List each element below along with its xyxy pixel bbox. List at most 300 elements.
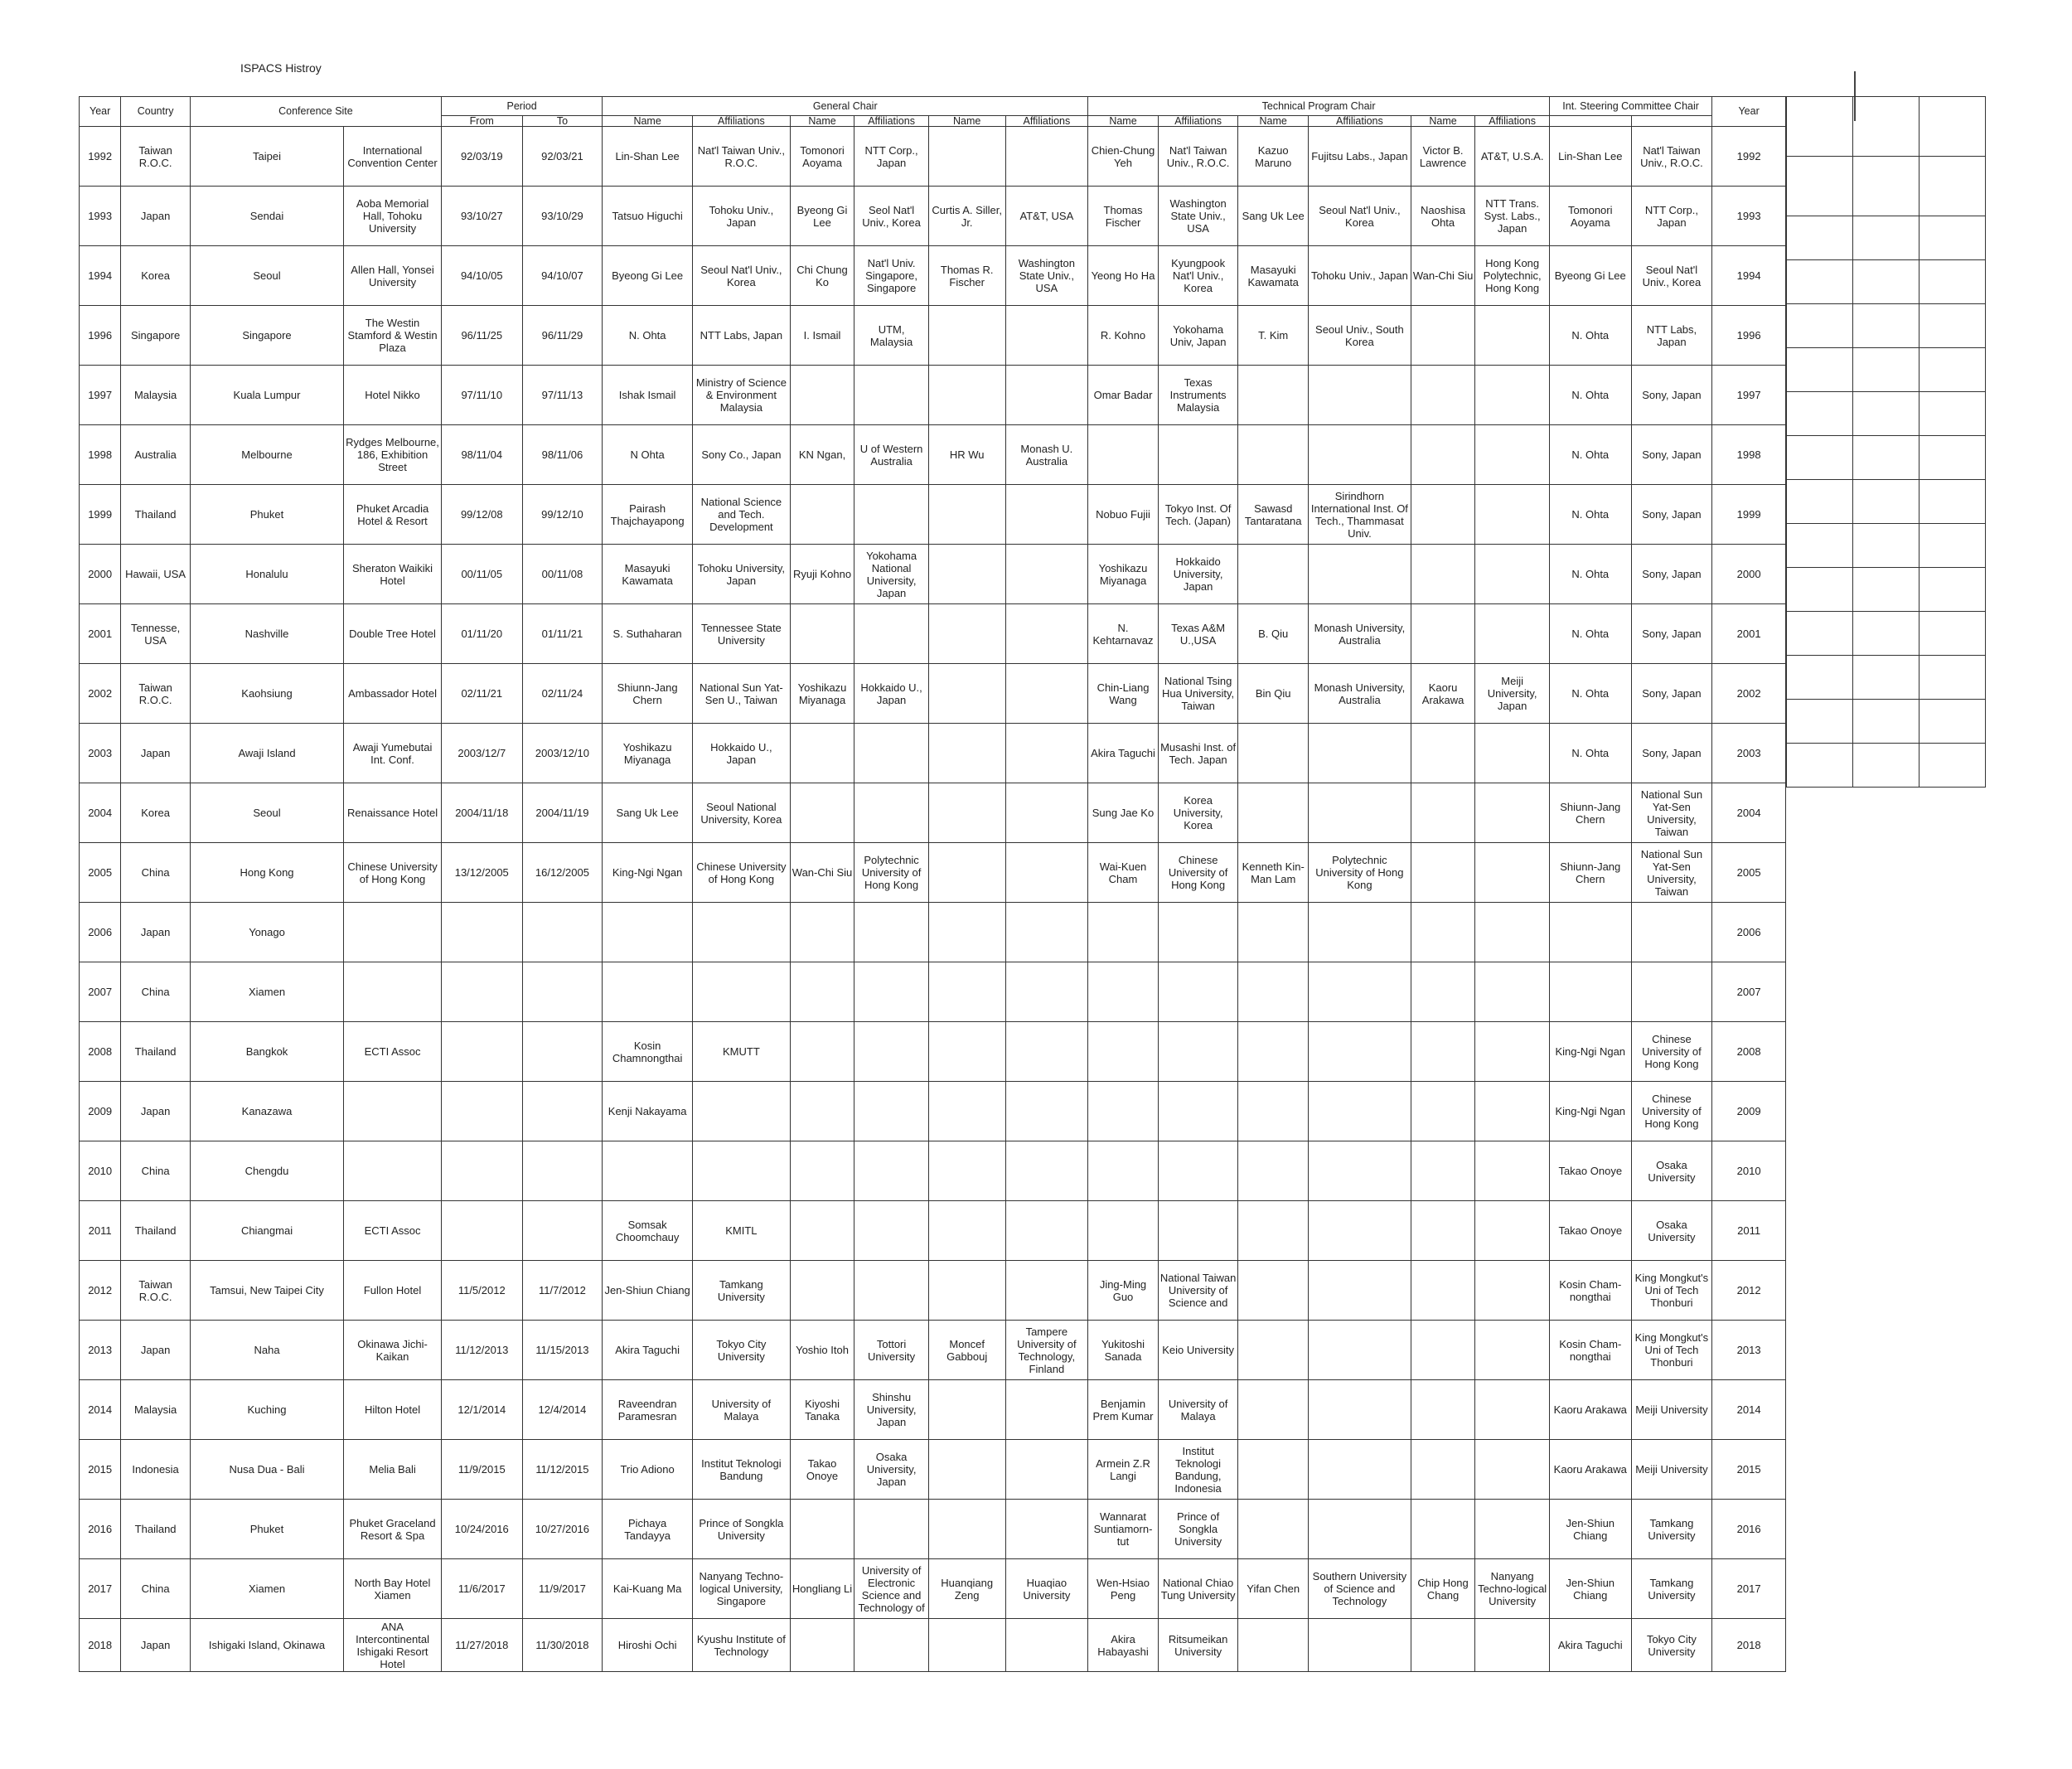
cell-venue: Melia Bali (344, 1440, 442, 1500)
header-conference-site: Conference Site (190, 97, 441, 127)
cell-city: Xiamen (190, 962, 343, 1022)
cell-gc-name-3 (928, 1440, 1005, 1500)
cell-venue: Fullon Hotel (344, 1261, 442, 1321)
cell-venue: The Westin Stamford & Westin Plaza (344, 306, 442, 366)
cell-gc-affil-2: U of Western Australia (854, 425, 929, 485)
cell-from: 93/10/27 (441, 187, 522, 246)
cell-gc-affil-3 (1005, 306, 1088, 366)
cell-gc-affil-2 (854, 1261, 929, 1321)
cell-country: Malaysia (121, 1380, 191, 1440)
cell-year: 2011 (80, 1201, 121, 1261)
history-table-body (80, 127, 1786, 1672)
cell-gc-name-3 (928, 724, 1005, 783)
cell-gc-name-2 (790, 1022, 854, 1082)
cell-sc-name: King-Ngi Ngan (1549, 1082, 1631, 1141)
extra-row (1787, 700, 1986, 744)
extra-cell (1920, 216, 1986, 260)
extra-cell (1920, 392, 1986, 436)
cell-gc-affil-2: University of Electronic Science and Technology of (854, 1559, 929, 1619)
cell-sc-affil: Sony, Japan (1631, 485, 1712, 545)
cell-city: Kanazawa (190, 1082, 343, 1141)
cell-sc-name: Tomonori Aoyama (1549, 187, 1631, 246)
cell-sc-name: N. Ohta (1549, 425, 1631, 485)
cell-tc-name-1 (1088, 1082, 1159, 1141)
cell-gc-name-1 (603, 903, 693, 962)
cell-gc-name-2 (790, 783, 854, 843)
header-tc-name-3: Name (1411, 116, 1475, 127)
cell-tc-affil-1 (1158, 1141, 1238, 1201)
cell-gc-affil-3 (1005, 664, 1088, 724)
cell-venue: Double Tree Hotel (344, 604, 442, 664)
cell-gc-affil-3: Huaqiao University (1005, 1559, 1088, 1619)
extra-cell (1920, 157, 1986, 216)
cell-year-right: 2001 (1712, 604, 1786, 664)
cell-sc-name: Shiunn-Jang Chern (1549, 843, 1631, 903)
header-tc-affil-1: Affiliations (1158, 116, 1238, 127)
table-row (80, 366, 1786, 425)
cell-tc-name-2: Masayuki Kawamata (1238, 246, 1309, 306)
cell-to (522, 1022, 603, 1082)
cell-gc-name-2: Byeong Gi Lee (790, 187, 854, 246)
cell-venue (344, 1141, 442, 1201)
cell-year-right: 1992 (1712, 127, 1786, 187)
extra-cell (1853, 612, 1920, 656)
cell-tc-name-1: Sung Jae Ko (1088, 783, 1159, 843)
cell-venue (344, 1082, 442, 1141)
cell-tc-affil-2 (1308, 1440, 1411, 1500)
cell-gc-name-1: Kenji Nakayama (603, 1082, 693, 1141)
cell-gc-name-2: Tomonori Aoyama (790, 127, 854, 187)
cell-gc-affil-1 (692, 962, 790, 1022)
cell-gc-name-2 (790, 485, 854, 545)
header-gc-affil-1: Affiliations (692, 116, 790, 127)
cell-sc-affil: King Mongkut's Uni of Tech Thonburi (1631, 1261, 1712, 1321)
cell-tc-name-3 (1411, 604, 1475, 664)
cell-gc-name-2 (790, 1500, 854, 1559)
cell-gc-affil-1: National Science and Tech. Development (692, 485, 790, 545)
cell-tc-name-3 (1411, 843, 1475, 903)
cell-gc-affil-3 (1005, 1380, 1088, 1440)
cell-from: 11/5/2012 (441, 1261, 522, 1321)
cell-gc-name-1: Lin-Shan Lee (603, 127, 693, 187)
cell-gc-name-3: Huanqiang Zeng (928, 1559, 1005, 1619)
cell-tc-name-1: N. Kehtarnavaz (1088, 604, 1159, 664)
cell-gc-name-1: Somsak Choomchauy (603, 1201, 693, 1261)
cell-year-right: 1998 (1712, 425, 1786, 485)
cell-tc-name-3 (1411, 1022, 1475, 1082)
cell-gc-affil-1: Kyushu Institute of Technology (692, 1619, 790, 1672)
cell-gc-affil-2: Shinshu University, Japan (854, 1380, 929, 1440)
header-tc-affil-2: Affiliations (1308, 116, 1411, 127)
cell-to: 16/12/2005 (522, 843, 603, 903)
cell-gc-name-3 (928, 1022, 1005, 1082)
cell-sc-name: Takao Onoye (1549, 1141, 1631, 1201)
cell-from (441, 1082, 522, 1141)
cell-gc-affil-3 (1005, 127, 1088, 187)
table-row (80, 783, 1786, 843)
cell-tc-affil-1: Ritsumeikan University (1158, 1619, 1238, 1672)
cell-gc-affil-2 (854, 366, 929, 425)
cell-gc-affil-3 (1005, 903, 1088, 962)
cell-country: Malaysia (121, 366, 191, 425)
cell-from: 2003/12/7 (441, 724, 522, 783)
cell-year-right: 2002 (1712, 664, 1786, 724)
cell-city: Nashville (190, 604, 343, 664)
header-gc-name-1: Name (603, 116, 693, 127)
cell-gc-affil-1: Tennessee State University (692, 604, 790, 664)
cell-tc-affil-3: Meiji University, Japan (1475, 664, 1550, 724)
cell-tc-affil-3 (1475, 1619, 1550, 1672)
cell-tc-affil-1: Hokkaido University, Japan (1158, 545, 1238, 604)
table-row (80, 1380, 1786, 1440)
cell-city: Naha (190, 1321, 343, 1380)
extra-row (1787, 656, 1986, 700)
cell-gc-affil-1: Hokkaido U., Japan (692, 724, 790, 783)
cell-tc-name-1 (1088, 1201, 1159, 1261)
cell-from: 11/6/2017 (441, 1559, 522, 1619)
cell-country: China (121, 1559, 191, 1619)
table-row (80, 1619, 1786, 1672)
cell-country: Taiwan R.O.C. (121, 1261, 191, 1321)
cell-country: Thailand (121, 1500, 191, 1559)
cell-venue: Ambassador Hotel (344, 664, 442, 724)
header-gc-name-3: Name (928, 116, 1005, 127)
extra-cell (1853, 348, 1920, 392)
cell-sc-name: Kaoru Arakawa (1549, 1380, 1631, 1440)
cell-tc-affil-2: Fujitsu Labs., Japan (1308, 127, 1411, 187)
cell-tc-name-1: Chin-Liang Wang (1088, 664, 1159, 724)
cell-sc-affil (1631, 903, 1712, 962)
cell-sc-affil (1631, 962, 1712, 1022)
cell-tc-name-1: Chien-Chung Yeh (1088, 127, 1159, 187)
cell-gc-name-1 (603, 1141, 693, 1201)
cell-tc-name-2: Sawasd Tantaratana (1238, 485, 1309, 545)
cell-sc-affil: Sony, Japan (1631, 545, 1712, 604)
extra-row (1787, 260, 1986, 304)
cell-gc-affil-3 (1005, 843, 1088, 903)
cell-gc-affil-1: Tokyo City University (692, 1321, 790, 1380)
cell-gc-name-2 (790, 604, 854, 664)
cell-tc-affil-1: Prince of Songkla University (1158, 1500, 1238, 1559)
sheet-title: ISPACS Histroy (240, 61, 322, 75)
cell-tc-affil-2 (1308, 1261, 1411, 1321)
cell-to: 94/10/07 (522, 246, 603, 306)
cell-tc-name-1: Akira Taguchi (1088, 724, 1159, 783)
cell-gc-name-3 (928, 366, 1005, 425)
cell-tc-name-2 (1238, 1141, 1309, 1201)
cell-tc-affil-2 (1308, 1380, 1411, 1440)
cell-year: 2018 (80, 1619, 121, 1672)
cell-from: 02/11/21 (441, 664, 522, 724)
cell-tc-affil-3 (1475, 1500, 1550, 1559)
cell-venue: Hilton Hotel (344, 1380, 442, 1440)
cell-gc-name-3 (928, 1201, 1005, 1261)
cell-gc-name-1: Kai-Kuang Ma (603, 1559, 693, 1619)
cell-tc-name-2 (1238, 1261, 1309, 1321)
cell-tc-affil-1: Texas A&M U.,USA (1158, 604, 1238, 664)
cell-country: Korea (121, 246, 191, 306)
cell-tc-name-2: Yifan Chen (1238, 1559, 1309, 1619)
cell-gc-affil-2: Tottori University (854, 1321, 929, 1380)
cell-gc-name-2 (790, 1201, 854, 1261)
cell-gc-affil-1: Tamkang University (692, 1261, 790, 1321)
cell-venue: Sheraton Waikiki Hotel (344, 545, 442, 604)
cell-year-right: 2009 (1712, 1082, 1786, 1141)
cell-gc-name-2: Yoshio Itoh (790, 1321, 854, 1380)
extra-cell (1853, 436, 1920, 480)
cell-tc-name-3 (1411, 545, 1475, 604)
cell-city: Seoul (190, 783, 343, 843)
extra-row (1787, 480, 1986, 524)
cell-city: Hong Kong (190, 843, 343, 903)
header-year: Year (80, 97, 121, 127)
cell-tc-name-1: Akira Habayashi (1088, 1619, 1159, 1672)
cell-tc-affil-1 (1158, 425, 1238, 485)
cell-year: 2010 (80, 1141, 121, 1201)
extra-row (1787, 524, 1986, 568)
cell-tc-affil-2: Monash University, Australia (1308, 664, 1411, 724)
cell-venue: Allen Hall, Yonsei University (344, 246, 442, 306)
cell-to (522, 962, 603, 1022)
cell-from: 01/11/20 (441, 604, 522, 664)
cell-venue: Aoba Memorial Hall, Tohoku University (344, 187, 442, 246)
cell-from: 11/27/2018 (441, 1619, 522, 1672)
cell-tc-name-2: Bin Qiu (1238, 664, 1309, 724)
cell-tc-affil-1: National Tsing Hua University, Taiwan (1158, 664, 1238, 724)
extra-cell (1787, 348, 1853, 392)
extra-cell (1787, 612, 1853, 656)
cell-city: Kuching (190, 1380, 343, 1440)
table-row (80, 1141, 1786, 1201)
cell-tc-name-3 (1411, 366, 1475, 425)
header-tc-name-1: Name (1088, 116, 1159, 127)
cell-year: 2012 (80, 1261, 121, 1321)
header-row-top (80, 97, 1786, 116)
table-row (80, 962, 1786, 1022)
cell-gc-name-2: Wan-Chi Siu (790, 843, 854, 903)
cell-to: 11/12/2015 (522, 1440, 603, 1500)
cell-tc-name-1: Wannarat Suntiamorn-tut (1088, 1500, 1159, 1559)
cell-year: 1993 (80, 187, 121, 246)
cell-tc-affil-1: Institut Teknologi Bandung, Indonesia (1158, 1440, 1238, 1500)
cell-sc-name: Akira Taguchi (1549, 1619, 1631, 1672)
cell-gc-affil-2: NTT Corp., Japan (854, 127, 929, 187)
cell-tc-affil-1 (1158, 962, 1238, 1022)
cell-sc-affil: Tamkang University (1631, 1500, 1712, 1559)
cell-tc-name-3 (1411, 1500, 1475, 1559)
cell-year-right: 2013 (1712, 1321, 1786, 1380)
extra-cell (1787, 524, 1853, 568)
extra-cell (1853, 700, 1920, 744)
extra-cell (1787, 260, 1853, 304)
cell-tc-affil-1 (1158, 903, 1238, 962)
cell-sc-affil: Sony, Japan (1631, 425, 1712, 485)
cell-gc-affil-1: Chinese University of Hong Kong (692, 843, 790, 903)
cell-year: 2004 (80, 783, 121, 843)
cell-tc-name-1: Omar Badar (1088, 366, 1159, 425)
cell-tc-name-3 (1411, 783, 1475, 843)
cell-country: Japan (121, 1321, 191, 1380)
cell-gc-name-3: Thomas R. Fischer (928, 246, 1005, 306)
cell-to: 97/11/13 (522, 366, 603, 425)
cell-gc-name-2 (790, 1619, 854, 1672)
cell-tc-affil-1 (1158, 1201, 1238, 1261)
cell-tc-name-2: Kenneth Kin-Man Lam (1238, 843, 1309, 903)
cell-year-right: 1999 (1712, 485, 1786, 545)
cell-gc-affil-1 (692, 1141, 790, 1201)
cell-tc-name-3: Naoshisa Ohta (1411, 187, 1475, 246)
cell-tc-name-1: Wai-Kuen Cham (1088, 843, 1159, 903)
cell-sc-affil: National Sun Yat-Sen University, Taiwan (1631, 783, 1712, 843)
cell-city: Tamsui, New Taipei City (190, 1261, 343, 1321)
cell-year-right: 2014 (1712, 1380, 1786, 1440)
cell-to: 2003/12/10 (522, 724, 603, 783)
cell-sc-name: N. Ohta (1549, 724, 1631, 783)
cell-gc-name-2: Ryuji Kohno (790, 545, 854, 604)
cell-sc-affil: Nat'l Taiwan Univ., R.O.C. (1631, 127, 1712, 187)
cell-year: 2017 (80, 1559, 121, 1619)
cell-tc-name-2 (1238, 1082, 1309, 1141)
cell-year-right: 2008 (1712, 1022, 1786, 1082)
cell-sc-name: N. Ohta (1549, 604, 1631, 664)
cell-gc-name-2: Kiyoshi Tanaka (790, 1380, 854, 1440)
cell-sc-affil: Sony, Japan (1631, 664, 1712, 724)
cell-gc-affil-3 (1005, 1261, 1088, 1321)
cell-from: 11/12/2013 (441, 1321, 522, 1380)
cell-tc-affil-3 (1475, 1022, 1550, 1082)
cell-venue: ECTI Assoc (344, 1022, 442, 1082)
cell-year-right: 2012 (1712, 1261, 1786, 1321)
cell-tc-name-1: Yeong Ho Ha (1088, 246, 1159, 306)
cell-year: 2014 (80, 1380, 121, 1440)
cell-gc-affil-1: Nat'l Taiwan Univ., R.O.C. (692, 127, 790, 187)
cell-sc-affil: Tokyo City University (1631, 1619, 1712, 1672)
cell-gc-affil-1: Tohoku Univ., Japan (692, 187, 790, 246)
cell-gc-name-2 (790, 724, 854, 783)
extra-columns-grid (1786, 96, 1986, 788)
cell-tc-name-3 (1411, 1201, 1475, 1261)
table-row (80, 187, 1786, 246)
cell-tc-affil-1: Nat'l Taiwan Univ., R.O.C. (1158, 127, 1238, 187)
cell-gc-affil-2: Hokkaido U., Japan (854, 664, 929, 724)
extra-cell (1853, 480, 1920, 524)
cell-gc-name-1: Ishak Ismail (603, 366, 693, 425)
cell-from: 11/9/2015 (441, 1440, 522, 1500)
cell-tc-name-3: Victor B. Lawrence (1411, 127, 1475, 187)
cell-tc-affil-3 (1475, 843, 1550, 903)
cell-year-right: 2018 (1712, 1619, 1786, 1672)
cell-year-right: 1997 (1712, 366, 1786, 425)
cell-tc-name-3: Kaoru Arakawa (1411, 664, 1475, 724)
cell-city: Melbourne (190, 425, 343, 485)
cell-country: Thailand (121, 1201, 191, 1261)
cell-year: 1996 (80, 306, 121, 366)
header-from: From (441, 116, 522, 127)
extra-cell (1853, 304, 1920, 348)
table-row (80, 425, 1786, 485)
cell-tc-name-2 (1238, 1380, 1309, 1440)
cell-gc-name-1: N Ohta (603, 425, 693, 485)
cell-gc-affil-1: Prince of Songkla University (692, 1500, 790, 1559)
cell-sc-name: N. Ohta (1549, 664, 1631, 724)
cell-tc-affil-1: National Taiwan University of Science and (1158, 1261, 1238, 1321)
cell-city: Taipei (190, 127, 343, 187)
cell-tc-name-3 (1411, 1141, 1475, 1201)
cell-gc-affil-2 (854, 962, 929, 1022)
cell-gc-affil-2: UTM, Malaysia (854, 306, 929, 366)
cell-from: 00/11/05 (441, 545, 522, 604)
cell-tc-name-2 (1238, 903, 1309, 962)
cell-tc-name-2 (1238, 1201, 1309, 1261)
cell-gc-name-3 (928, 962, 1005, 1022)
cell-gc-name-1: Shiunn-Jang Chern (603, 664, 693, 724)
cell-tc-name-1 (1088, 903, 1159, 962)
cell-year: 1994 (80, 246, 121, 306)
cell-gc-affil-1: KMITL (692, 1201, 790, 1261)
cell-gc-affil-1: Ministry of Science & Environment Malaysia (692, 366, 790, 425)
extra-cell (1853, 157, 1920, 216)
cell-tc-affil-1: Washington State Univ., USA (1158, 187, 1238, 246)
cell-city: Bangkok (190, 1022, 343, 1082)
cell-gc-affil-3 (1005, 366, 1088, 425)
cell-city: Seoul (190, 246, 343, 306)
cell-country: Indonesia (121, 1440, 191, 1500)
cell-tc-affil-2 (1308, 545, 1411, 604)
cell-to: 11/9/2017 (522, 1559, 603, 1619)
cell-to: 02/11/24 (522, 664, 603, 724)
cell-country: Taiwan R.O.C. (121, 664, 191, 724)
cell-tc-affil-3 (1475, 1321, 1550, 1380)
cell-tc-affil-2 (1308, 724, 1411, 783)
history-table (79, 96, 1786, 1672)
cell-to: 11/15/2013 (522, 1321, 603, 1380)
cell-gc-name-1: King-Ngi Ngan (603, 843, 693, 903)
cell-tc-affil-1: Tokyo Inst. Of Tech. (Japan) (1158, 485, 1238, 545)
extra-row (1787, 348, 1986, 392)
header-gc-affil-2: Affiliations (854, 116, 929, 127)
cell-tc-affil-3 (1475, 306, 1550, 366)
table-row (80, 306, 1786, 366)
cell-gc-name-2: Chi Chung Ko (790, 246, 854, 306)
cell-gc-affil-3 (1005, 1201, 1088, 1261)
cell-year-right: 1993 (1712, 187, 1786, 246)
cell-tc-affil-2: Seoul Univ., South Korea (1308, 306, 1411, 366)
cell-to (522, 1201, 603, 1261)
cell-gc-affil-2 (854, 1500, 929, 1559)
cell-tc-name-2 (1238, 1619, 1309, 1672)
cell-from: 97/11/10 (441, 366, 522, 425)
cell-tc-name-3 (1411, 1440, 1475, 1500)
cell-gc-affil-1 (692, 903, 790, 962)
cell-to: 11/7/2012 (522, 1261, 603, 1321)
extra-row (1787, 436, 1986, 480)
cell-gc-name-3 (928, 1380, 1005, 1440)
header-tc-name-2: Name (1238, 116, 1309, 127)
cell-gc-affil-2: Yokohama National University, Japan (854, 545, 929, 604)
cell-gc-affil-1: Seoul Nat'l Univ., Korea (692, 246, 790, 306)
cell-gc-affil-2 (854, 1619, 929, 1672)
cell-tc-affil-3 (1475, 1082, 1550, 1141)
cell-sc-affil: Meiji University (1631, 1380, 1712, 1440)
extra-cell (1787, 480, 1853, 524)
header-sc-name (1549, 116, 1631, 127)
table-row (80, 1500, 1786, 1559)
cell-gc-name-3 (928, 604, 1005, 664)
cell-city: Phuket (190, 485, 343, 545)
cell-country: Australia (121, 425, 191, 485)
cell-country: Thailand (121, 485, 191, 545)
cell-to: 96/11/29 (522, 306, 603, 366)
